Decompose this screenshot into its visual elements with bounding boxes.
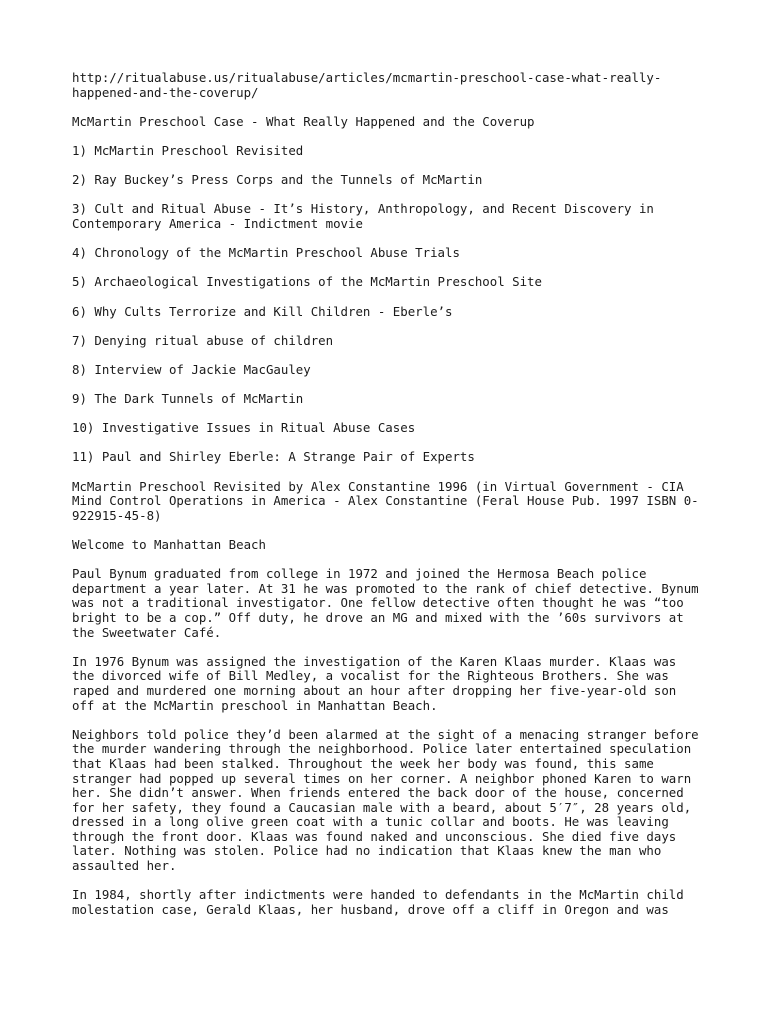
body-paragraph: In 1976 Bynum was assigned the investigation of the Karen Klaas murder. Klaas was the divorced wife of Bill Medley, a vocalist for the Righteous Brothers. She was raped and murdered one morning about an hour after dropping her five-year-old son off at the McMartin preschool in Manhattan Beach. <box>72 653 677 713</box>
section-heading: Welcome to Manhattan Beach <box>72 537 266 552</box>
toc-item-11: 11) Paul and Shirley Eberle: A Strange Pair of Experts <box>72 449 475 465</box>
source-url-line-2: happened-and-the-coverup/ <box>72 84 259 100</box>
toc-item-6: 6) Why Cults Terrorize and Kill Children - Eberle’s <box>72 303 453 319</box>
toc-item-5: 5) Archaeological Investigations of the McMartin Preschool Site <box>72 274 542 290</box>
citation: McMartin Preschool Revisited by Alex Constantine 1996 (in Virtual Government - CIA Mind Control Operations in America - Alex Constantine (Feral House Pub. 1997 ISBN 0-922915-45-8) <box>72 478 699 523</box>
toc-item-3: 3) Cult and Ritual Abuse - It’s History, Anthropology, and Recent Discovery in Contemporary America - Indictment movie <box>72 201 654 231</box>
toc-item-2: 2) Ray Buckey’s Press Corps and the Tunnels of McMartin <box>72 172 483 188</box>
document-page <box>72 71 702 932</box>
source-url[interactable] <box>72 71 702 100</box>
body-paragraph: In 1984, shortly after indictments were handed to defendants in the McMartin child molestation case, Gerald Klaas, her husband, drove off a cliff in Oregon and was <box>72 887 684 917</box>
toc-item-8: 8) Interview of Jackie MacGauley <box>72 361 311 377</box>
body-paragraph: Paul Bynum graduated from college in 1972 and joined the Hermosa Beach police department a year later. At 31 he was promoted to the rank of chief detective. Bynum was not a traditional investigator. One fellow detective often thought he was “too bright to be a cop.” Off duty, he drove an MG and mixed with the ’60s survivors at the Sweetwater Café. <box>72 566 699 640</box>
document-title: McMartin Preschool Case - What Really Happened and the Coverup <box>72 113 535 129</box>
toc-item-9: 9) The Dark Tunnels of McMartin <box>72 391 304 407</box>
toc-item-4: 4) Chronology of the McMartin Preschool Abuse Trials <box>72 245 460 261</box>
toc-item-10: 10) Investigative Issues in Ritual Abuse Cases <box>72 420 416 436</box>
body-paragraph: Neighbors told police they’d been alarmed at the sight of a menacing stranger before the murder wandering through the neighborhood. Police later entertained speculation that Klaas had been stalked. Throughout the week her body was found, this same stranger had popped up several times on her corner. A neighbor phoned Karen to warn her. She didn’t answer. When friends entered the back door of the house, concerned for her safety, they found a Caucasian male with a beard, about 5′7″, 28 years old, dressed in a long olive green coat with a tunic collar and boots. He was leaving through the front door. Klaas was found naked and unconscious. She died five days later. Nothing was stolen. Police had no indication that Klaas knew the man who assaulted her. <box>72 726 699 874</box>
source-url-line-1: http://ritualabuse.us/ritualabuse/articles/mcmartin-preschool-case-what-really- <box>72 70 662 85</box>
toc-item-1: 1) McMartin Preschool Revisited <box>72 142 304 158</box>
toc-item-7: 7) Denying ritual abuse of children <box>72 332 334 348</box>
